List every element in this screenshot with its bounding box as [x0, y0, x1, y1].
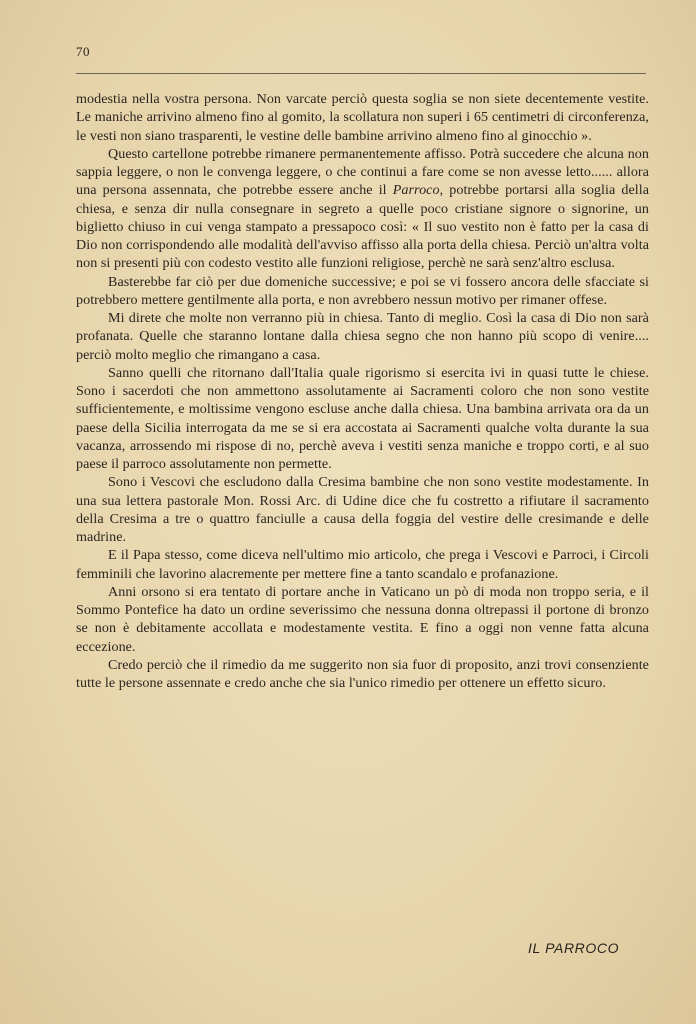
parroco-italic: Parroco [392, 182, 440, 199]
paragraph-9: Credo perciò che il rimedio da me suggerito non sia fuor di proposito, anzi trovi consenziente tutte le persone assennate e credo anche che sia l'unico rimedio per ottenere un effetto sicuro. [76, 656, 649, 691]
paragraph-2: Questo cartellone potrebbe rimanere permanentemente affisso. Potrà succedere che alcuna non sappia leggere, o non le convenga leggere, o che continui a fare come se non avesse letto...... allora una persona assennata, che potrebbe essere anche il Parroco, potrebbe portarsi alla soglia della chiesa, e senza dir nulla consegnare in segreto a quelle poco cristiane signore o signorine, un biglietto chiuso in cui venga stampato a pressapoco così: « Il suo vestito non è fatto per la casa di Dio non corrispondendo alle modalità dell'avviso affisso alla porta della chiesa. Perciò un'altra volta non si presenti più con codesto vestito alle funzioni religiose, perchè ne sarà senz'altro esclusa. [76, 145, 649, 272]
paragraph-7: E il Papa stesso, come diceva nell'ultimo mio articolo, che prega i Vescovi e Parroci, i Circoli femminili che lavorino alacremente per mettere fine a tanto scandalo e profanazione. [76, 547, 649, 582]
header-rule [76, 73, 646, 74]
paragraph-5: Sanno quelli che ritornano dall'Italia quale rigorismo si esercita ivi in quasi tutte le chiese. Sono i sacerdoti che non ammettono assolutamente ai Sacramenti coloro che non sono vestite sufficientemente, e moltissime vengono escluse anche dalla chiesa. Una bambina arrivata ora da un paese della Sicilia interrogata da me se si era accostata ai Sacramenti qualche volta durante la sua vacanza, arrossendo mi rispose di no, perchè aveva i vestiti senza maniche e troppo corti, e al suo paese il parroco assolutamente non permette. [76, 364, 649, 472]
signature: IL PARROCO [528, 940, 620, 956]
paragraph-1: modestia nella vostra persona. Non varcate perciò questa soglia se non siete decentemente vestite. Le maniche arrivino almeno fino al gomito, la scollatura non superi i 65 centimetri di circonferenza, le vesti non siano trasparenti, le vestine delle bambine arrivino almeno fino al ginocchio ». [76, 91, 649, 144]
paragraph-4: Mi direte che molte non verranno più in chiesa. Tanto di meglio. Così la casa di Dio non sarà profanata. Quelle che staranno lontane dalla chiesa segno che non hanno più scopo di venire.... perciò molto meglio che rimangano a casa. [76, 310, 649, 363]
article-body [76, 90, 649, 692]
paragraph-8: Anni orsono si era tentato di portare anche in Vaticano un pò di moda non troppo seria, e il Sommo Pontefice ha dato un ordine severissimo che nessuna donna oltrepassi il portone di bronzo se non è debitamente accollata e modestamente vestita. E fino a oggi non venne fatta alcuna eccezione. [76, 583, 649, 655]
page-number: 70 [76, 44, 90, 59]
paragraph-3: Basterebbe far ciò per due domeniche successive; e poi se vi fossero ancora delle sfacciate si potrebbero mettere gentilmente alla porta, e non avrebbero nessun motivo per rimaner offese. [76, 273, 649, 308]
paragraph-6: Sono i Vescovi che escludono dalla Cresima bambine che non sono vestite modestamente. In una sua lettera pastorale Mon. Rossi Arc. di Udine dice che fu costretto a rifiutare il sacramento della Cresima a tre o quattro fanciulle a causa della foggia del vestire delle cresimande e delle madrine. [76, 474, 649, 545]
